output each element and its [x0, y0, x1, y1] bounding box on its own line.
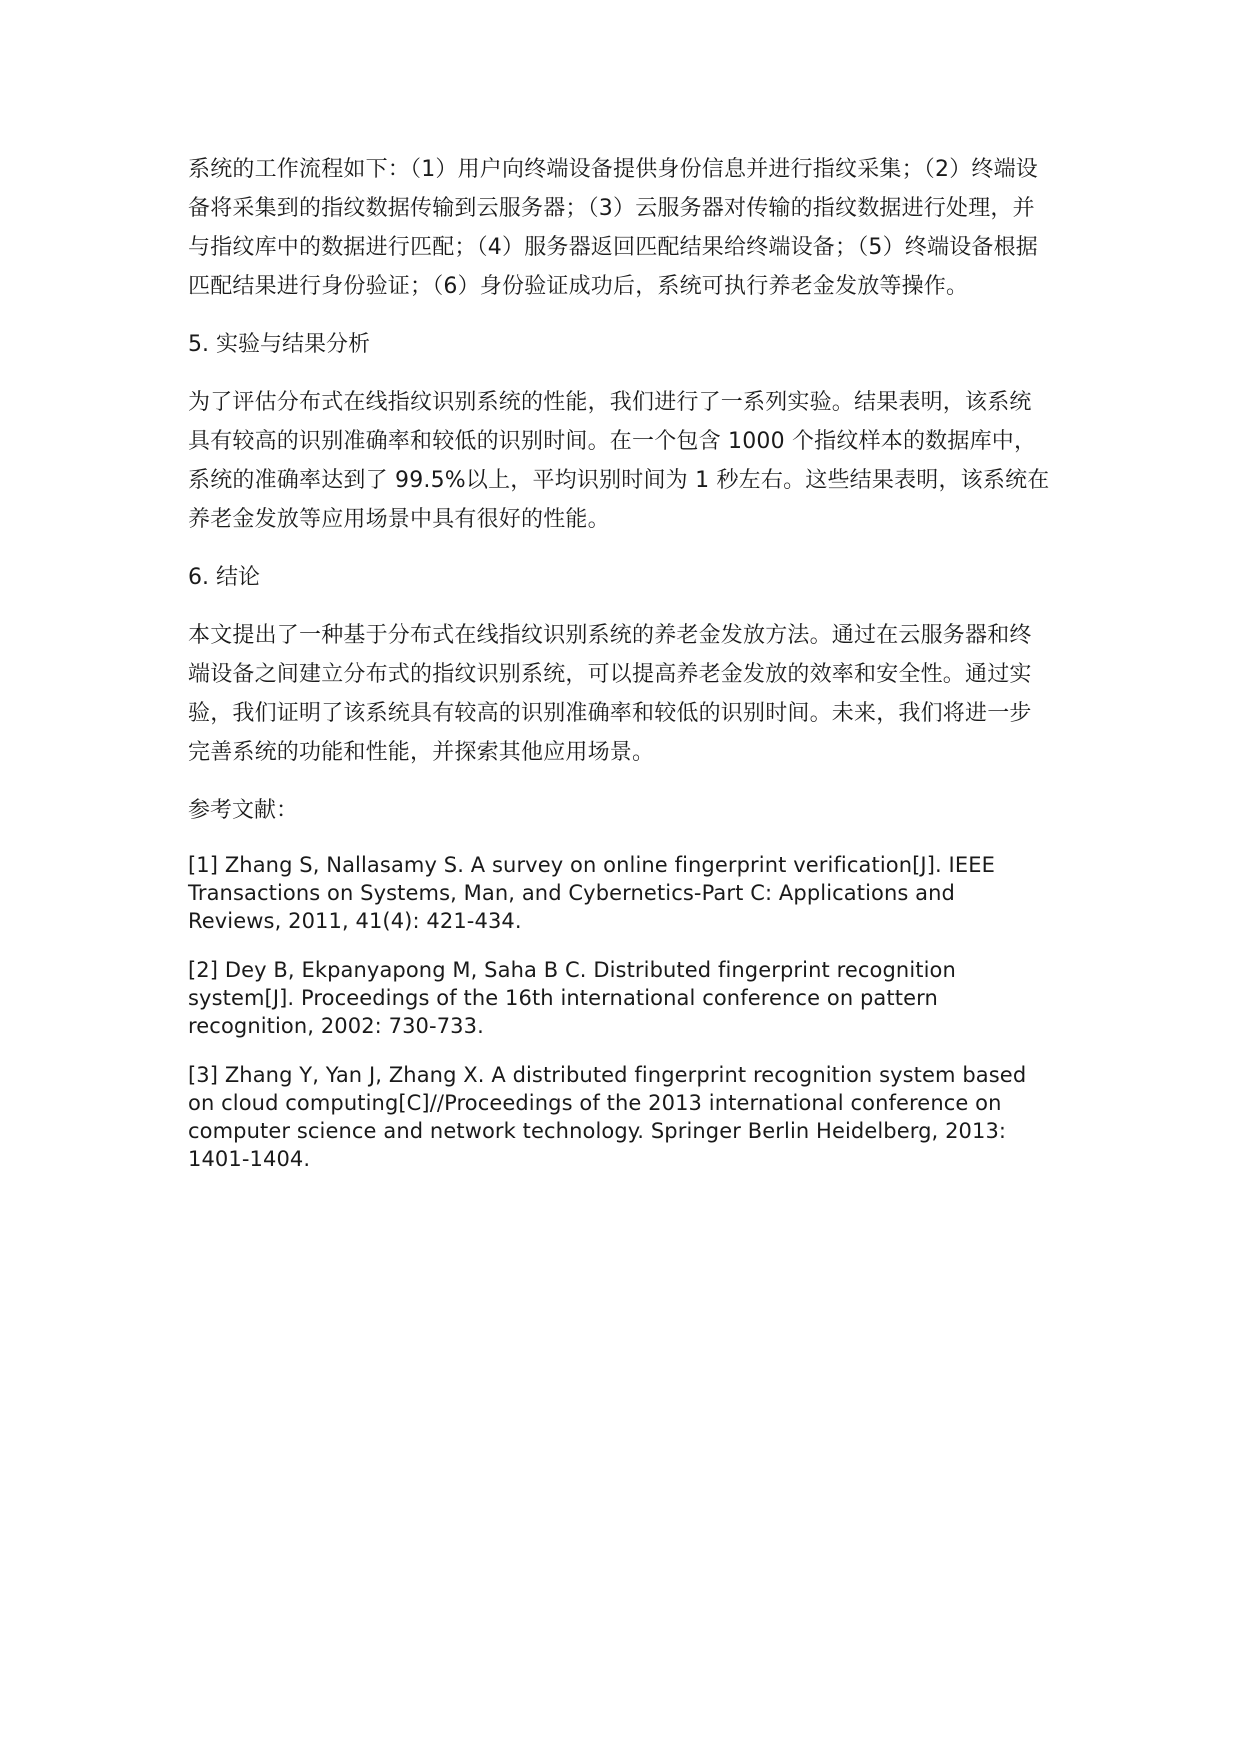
reference-item: [1] Zhang S, Nallasamy S. A survey on online fingerprint verification[J]. IEEE Transactions on Systems, Man, and Cybernetics-Part C: Applications and Reviews, 2011, 41(4): 421-434. [188, 853, 995, 933]
reference-list [188, 851, 1050, 1173]
experiment-paragraph: 为了评估分布式在线指纹识别系统的性能，我们进行了一系列实验。结果表明，该系统具有较高的识别准确率和较低的识别时间。在一个包含 1000 个指纹样本的数据库中，系统的准确率达到了 99.5%以上，平均识别时间为 1 秒左右。这些结果表明，该系统在养老金发放等应用场景中具有很好的性能。 [188, 390, 1050, 532]
reference-item: [2] Dey B, Ekpanyapong M, Saha B C. Distributed fingerprint recognition system[J]. Proceedings of the 16th international conference on pattern recognition, 2002: 730-733. [188, 958, 956, 1038]
reference-item: [3] Zhang Y, Yan J, Zhang X. A distributed fingerprint recognition system based on cloud computing[C]//Proceedings of the 2013 international conference on computer science and network technology. Springer Berlin Heidelberg, 2013: 1401-1404. [188, 1063, 1027, 1171]
section-6-heading: 6. 结论 [188, 565, 260, 590]
document-page [188, 150, 1050, 1173]
workflow-paragraph: 系统的工作流程如下：（1）用户向终端设备提供身份信息并进行指纹采集；（2）终端设备将采集到的指纹数据传输到云服务器；（3）云服务器对传输的指纹数据进行处理，并与指纹库中的数据进行匹配；（4）服务器返回匹配结果给终端设备；（5）终端设备根据匹配结果进行身份验证；（6）身份验证成功后，系统可执行养老金发放等操作。 [188, 157, 1038, 299]
section-5-heading: 5. 实验与结果分析 [188, 332, 370, 357]
references-heading: 参考文献： [188, 798, 299, 823]
conclusion-paragraph: 本文提出了一种基于分布式在线指纹识别系统的养老金发放方法。通过在云服务器和终端设备之间建立分布式的指纹识别系统，可以提高养老金发放的效率和安全性。通过实验，我们证明了该系统具有较高的识别准确率和较低的识别时间。未来，我们将进一步完善系统的功能和性能，并探索其他应用场景。 [188, 623, 1032, 765]
